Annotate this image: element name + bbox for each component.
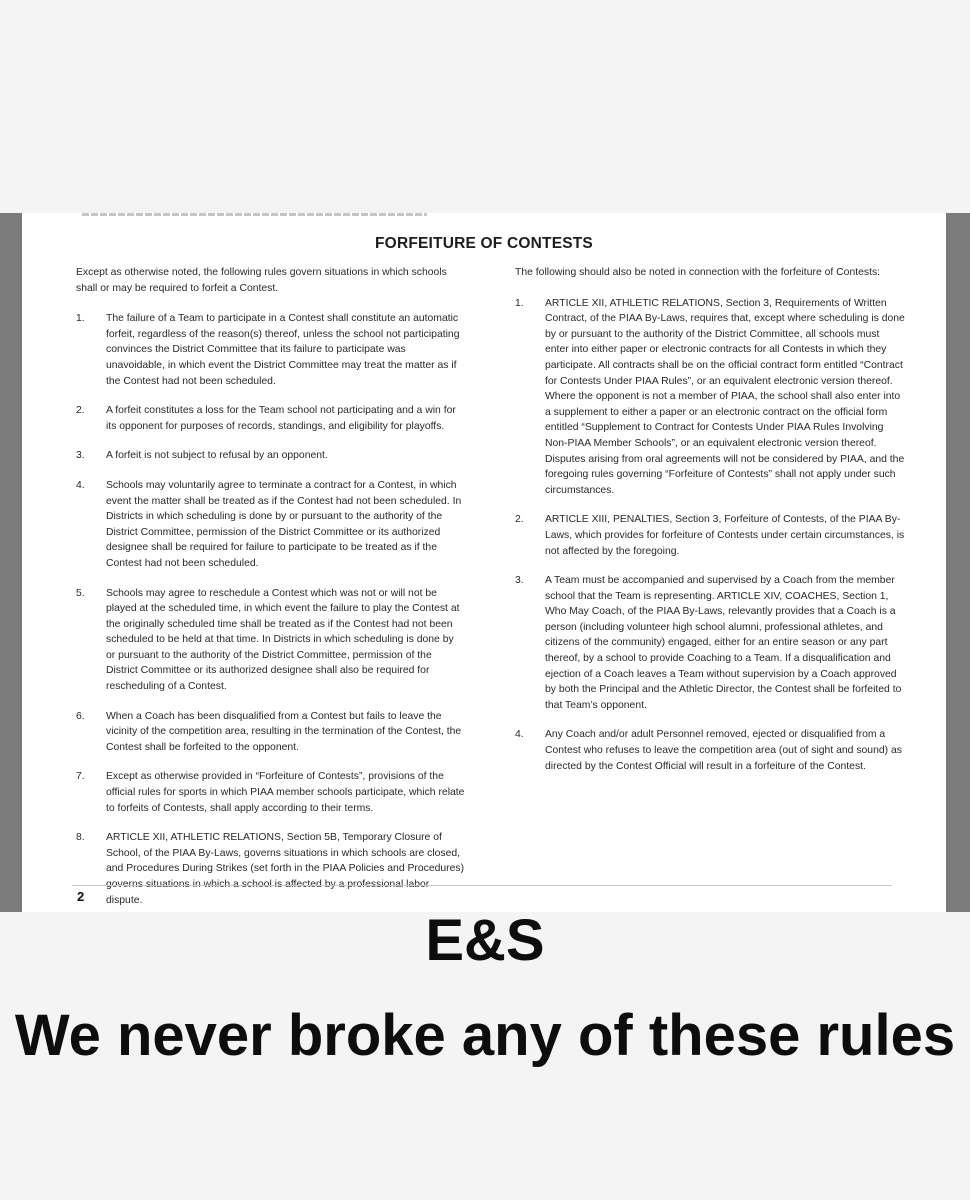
left-rule-7 bbox=[76, 769, 465, 816]
rule-number: 2. bbox=[515, 514, 524, 526]
rule-number: 4. bbox=[76, 479, 85, 491]
right-intro: The following should also be noted in connection with the forfeiture of Contests: bbox=[515, 267, 881, 278]
left-column bbox=[76, 265, 465, 912]
left-rule-5 bbox=[76, 586, 465, 695]
rule-number: 1. bbox=[76, 313, 85, 325]
rule-text: Any Coach and/or adult Personnel removed, ejected or disqualified from a Contest who refuses to leave the competition area (out of sight and sound) as directed by the Contest Official will result in a forfeiture of the Contest. bbox=[545, 729, 902, 772]
rule-number: 2. bbox=[76, 405, 85, 417]
rule-text: A Team must be accompanied and supervised by a Coach from the member school that the Team is representing. ARTICLE XIV, COACHES, Section 1, Who May Coach, of the PIAA By-Laws, relevantly provides that a Coach is a person (including volunteer high school alumni, professional athletes, and citizens of the community) engaged, either for an entire season or any part thereof, by a school to provide Coaching to a Team. If a disqualification and ejection of a Coach leaves a Team without supervision by a Coach approved by both the Principal and the Athletic Director, the Contest shall be forfeited to that Team’s opponent. bbox=[545, 575, 902, 711]
rule-text: ARTICLE XIII, PENALTIES, Section 3, Forfeiture of Contests, of the PIAA By-Laws, which provides for forfeiture of Contests under certain circumstances, is not affected by the foregoing. bbox=[545, 514, 905, 557]
right-rule-1 bbox=[515, 296, 905, 499]
rule-number: 6. bbox=[76, 710, 85, 722]
rule-number: 3. bbox=[515, 575, 524, 587]
rule-number: 7. bbox=[76, 771, 85, 783]
rule-text: The failure of a Team to participate in a Contest shall constitute an automatic forfeit, regardless of the reason(s) thereof, unless the school not participating convinces the District Committee that its failure to participate was unavoidable, in which event the District Committee may treat the matter as if the Contest had not been scheduled. bbox=[106, 313, 460, 387]
left-intro: Except as otherwise noted, the following rules govern situations in which schools shall or may be required to forfeit a Contest. bbox=[76, 267, 447, 294]
right-column bbox=[515, 265, 905, 788]
document-screenshot bbox=[0, 213, 970, 912]
left-rule-3 bbox=[76, 448, 465, 464]
rule-text: ARTICLE XII, ATHLETIC RELATIONS, Section 5B, Temporary Closure of School, of the PIAA By-Laws, governs situations in which schools are closed, and Procedures During Strikes (set forth in the PIAA Policies and Procedures) dispute. bbox=[106, 832, 465, 906]
rule-number: 4. bbox=[515, 729, 524, 741]
rule-number: 3. bbox=[76, 450, 85, 462]
rule-text: Schools may voluntarily agree to terminate a contract for a Contest, in which event the matter shall be treated as if the Contest had not been scheduled. In Districts in which scheduling is done by or pursuant to the authority of the District Committee, permission of the District Committee or its authorized designee shall be required for failure to participate to be treated as if the Contest had not been scheduled. bbox=[106, 479, 462, 569]
rule-text: Except as otherwise provided in “Forfeiture of Contests”, provisions of the official rules for sports in which PIAA member schools participate, which relate to forfeits of Contests, shall apply according to their terms. bbox=[106, 771, 465, 814]
left-rule-8 bbox=[76, 830, 465, 908]
left-rule-2 bbox=[76, 403, 465, 434]
right-rule-4 bbox=[515, 727, 905, 774]
rule-number: 5. bbox=[76, 587, 85, 599]
caption-text: We never broke any of these rules bbox=[14, 1003, 956, 1068]
caption-area bbox=[0, 908, 970, 1200]
document-page bbox=[22, 213, 946, 912]
right-rule-2 bbox=[515, 512, 905, 559]
rule-text: A forfeit constitutes a loss for the Team school not participating and a win for its opponent for purposes of records, standings, and eligibility for playoffs. bbox=[106, 405, 456, 432]
rule-text: When a Coach has been disqualified from a Contest but fails to leave the vicinity of the competition area, resulting in the termination of the Contest, the Contest shall be forfeited to the opponent. bbox=[106, 710, 462, 753]
rule-text: Schools may agree to reschedule a Contest which was not or will not be played at the scheduled time, in which event the failure to play the Contest at the originally scheduled time shall be treated as if the Contest had not been scheduled to be held at that time. In Districts in which scheduling is done by or pursuant to the authority of the District Committee, permission of the District Committee or its authorized designee shall also be required for rescheduling of a Contest. bbox=[106, 587, 460, 693]
rule-number: 8. bbox=[76, 832, 85, 844]
rule-number: 1. bbox=[515, 297, 524, 309]
right-rule-3 bbox=[515, 573, 905, 713]
rule-text: ARTICLE XII, ATHLETIC RELATIONS, Section 3, Requirements of Written Contract, of the PIAA By-Laws, requires that, except where scheduling is done by or pursuant to the authority of the District Committee, all schools must enter into either paper or electronic contracts for all Contests in which they participate. All contracts shall be on the official contract form entitled “Contract for Contests Under PIAA Rules”, or an equivalent electronic version thereof. Where the opponent is not a member of PIAA, the school shall also enter into a supplement to either a paper or an electronic contract on the official form entitled “Supplement to Contract for Contests Under PIAA Rules Involving Non-PIAA Member Schools”, or an equivalent electronic version thereof. Disputes arising from oral agreements will not be considered by PIAA, and the foregoing rules governing “Forfeiture of Contests” shall not apply under such circumstances. bbox=[545, 297, 905, 496]
page-number: 2 bbox=[77, 889, 85, 904]
rule-text: A forfeit is not subject to refusal by an opponent. bbox=[106, 450, 328, 462]
left-rule-6 bbox=[76, 709, 465, 756]
document-title: FORFEITURE OF CONTESTS bbox=[375, 235, 593, 252]
left-rule-4 bbox=[76, 478, 465, 572]
caption-title: E&S bbox=[425, 908, 545, 973]
top-blank-area bbox=[0, 0, 970, 213]
left-rule-1 bbox=[76, 311, 465, 389]
footer-divider bbox=[72, 885, 892, 886]
cropped-previous-line bbox=[82, 213, 427, 216]
